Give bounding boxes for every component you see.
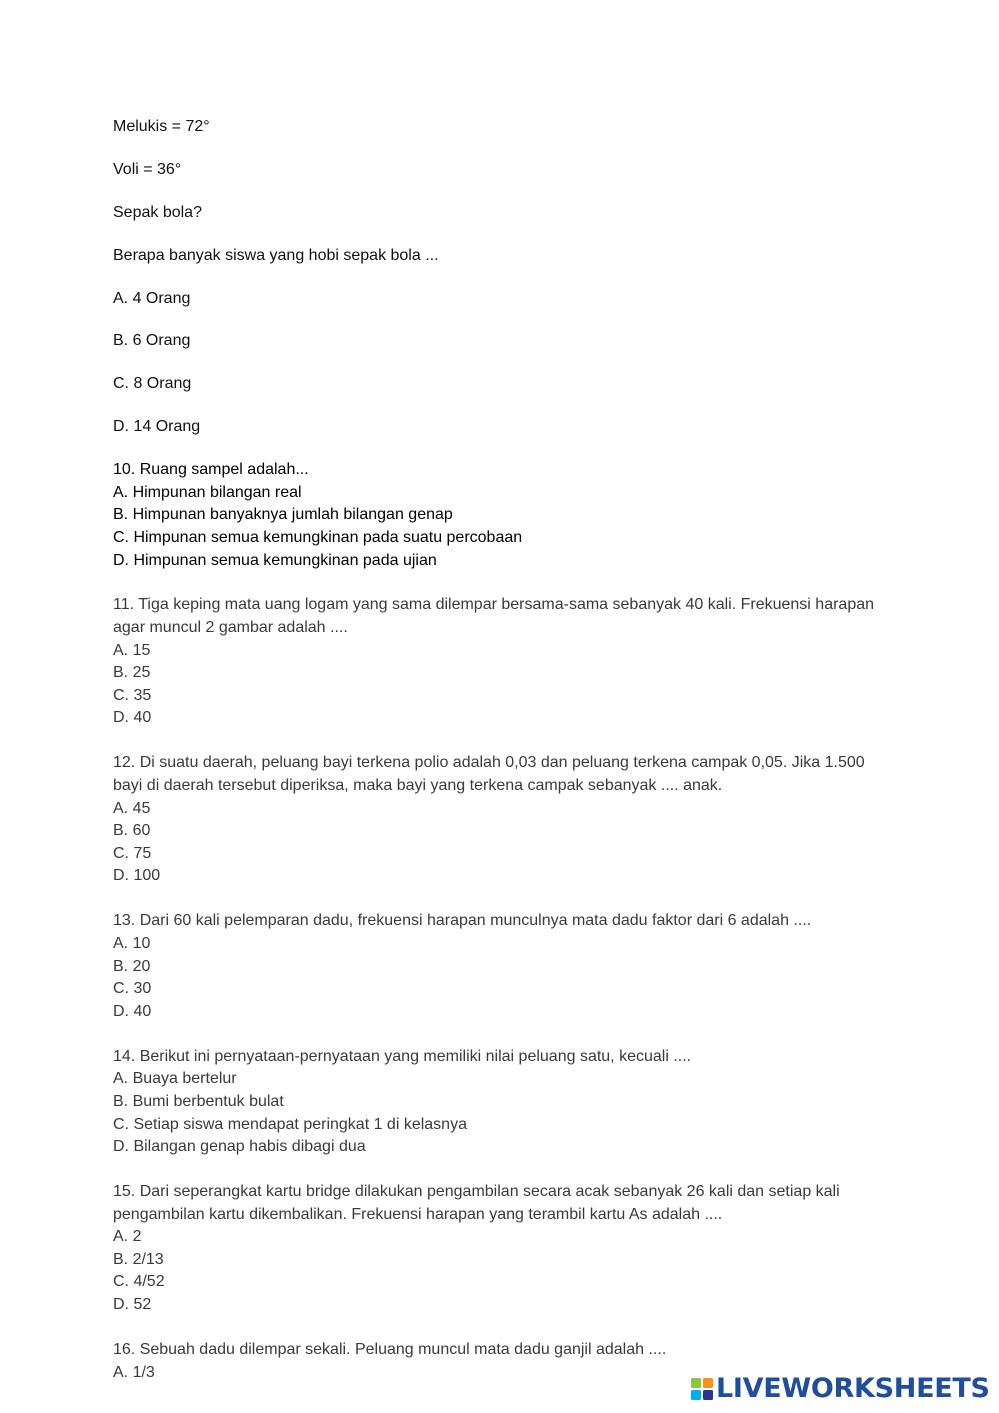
question-text: pengambilan kartu dikembalikan. Frekuensi harapan yang terambil kartu As adalah .... [113, 1205, 723, 1223]
question-text: bayi di daerah tersebut diperiksa, maka bayi yang terkena campak sebanyak .... anak. [113, 777, 723, 795]
answer-option: C. 75 [113, 844, 152, 862]
answer-option: B. 25 [113, 664, 151, 682]
blocks-icon [691, 1378, 713, 1400]
intro-option: A. 4 Orang [113, 289, 191, 307]
question-14 [113, 1046, 913, 1159]
intro-line: Voli = 36° [113, 160, 182, 178]
question-text: 10. Ruang sampel adalah... [113, 461, 309, 479]
question-text: 15. Dari seperangkat kartu bridge dilakukan pengambilan secara acak sebanyak 26 kali dan setiap kali [113, 1183, 840, 1201]
answer-option: A. Himpunan bilangan real [113, 483, 302, 501]
answer-option: D. Himpunan semua kemungkinan pada ujian [113, 551, 437, 569]
answer-option: D. 100 [113, 867, 161, 885]
worksheet-page [113, 116, 913, 1407]
liveworksheets-logo [691, 1374, 990, 1404]
intro-section [113, 116, 913, 439]
answer-option: D. 40 [113, 1002, 152, 1020]
answer-option: C. 4/52 [113, 1273, 165, 1291]
question-text: 13. Dari 60 kali pelemparan dadu, frekuensi harapan munculnya mata dadu faktor dari 6 adalah .... [113, 912, 812, 930]
answer-option: A. 45 [113, 799, 151, 817]
answer-option: A. 2 [113, 1228, 142, 1246]
question-text: 16. Sebuah dadu dilempar sekali. Peluang muncul mata dadu ganjil adalah .... [113, 1341, 667, 1359]
answer-option: A. 15 [113, 641, 151, 659]
question-text: agar muncul 2 gambar adalah .... [113, 619, 348, 637]
answer-option: B. 20 [113, 957, 151, 975]
answer-option: D. 40 [113, 709, 152, 727]
intro-line: Melukis = 72° [113, 118, 210, 135]
answer-option: B. 2/13 [113, 1250, 164, 1268]
answer-option: D. Bilangan genap habis dibagi dua [113, 1138, 366, 1156]
intro-line: Berapa banyak siswa yang hobi sepak bola ... [113, 246, 439, 264]
question-text: 11. Tiga keping mata uang logam yang sama dilempar bersama-sama sebanyak 40 kali. Frekuensi harapan [113, 596, 875, 614]
answer-option: A. 10 [113, 934, 151, 952]
answer-option: C. 35 [113, 686, 152, 704]
answer-option: C. Himpunan semua kemungkinan pada suatu percobaan [113, 528, 523, 546]
answer-option: D. 52 [113, 1296, 152, 1314]
question-text: 14. Berikut ini pernyataan-pernyataan yang memiliki nilai peluang satu, kecuali .... [113, 1047, 692, 1065]
intro-line: Sepak bola? [113, 203, 202, 221]
answer-option: C. Setiap siswa mendapat peringkat 1 di kelasnya [113, 1115, 467, 1133]
answer-option: B. Himpunan banyaknya jumlah bilangan genap [113, 506, 453, 524]
question-13 [113, 910, 913, 1023]
question-15 [113, 1181, 913, 1317]
question-10 [113, 459, 913, 572]
intro-option: D. 14 Orang [113, 418, 201, 436]
question-text: 12. Di suatu daerah, peluang bayi terkena polio adalah 0,03 dan peluang terkena campak 0,05. Jika 1.500 [113, 754, 865, 772]
intro-option: C. 8 Orang [113, 375, 192, 393]
question-11 [113, 594, 913, 730]
intro-option: B. 6 Orang [113, 332, 191, 350]
answer-option: C. 30 [113, 980, 152, 998]
logo-text: LIVEWORKSHEETS [716, 1373, 990, 1404]
answer-option: B. Bumi berbentuk bulat [113, 1092, 284, 1110]
answer-option: A. Buaya bertelur [113, 1070, 237, 1088]
answer-option: B. 60 [113, 822, 151, 840]
question-12 [113, 752, 913, 888]
answer-option: A. 1/3 [113, 1363, 155, 1381]
